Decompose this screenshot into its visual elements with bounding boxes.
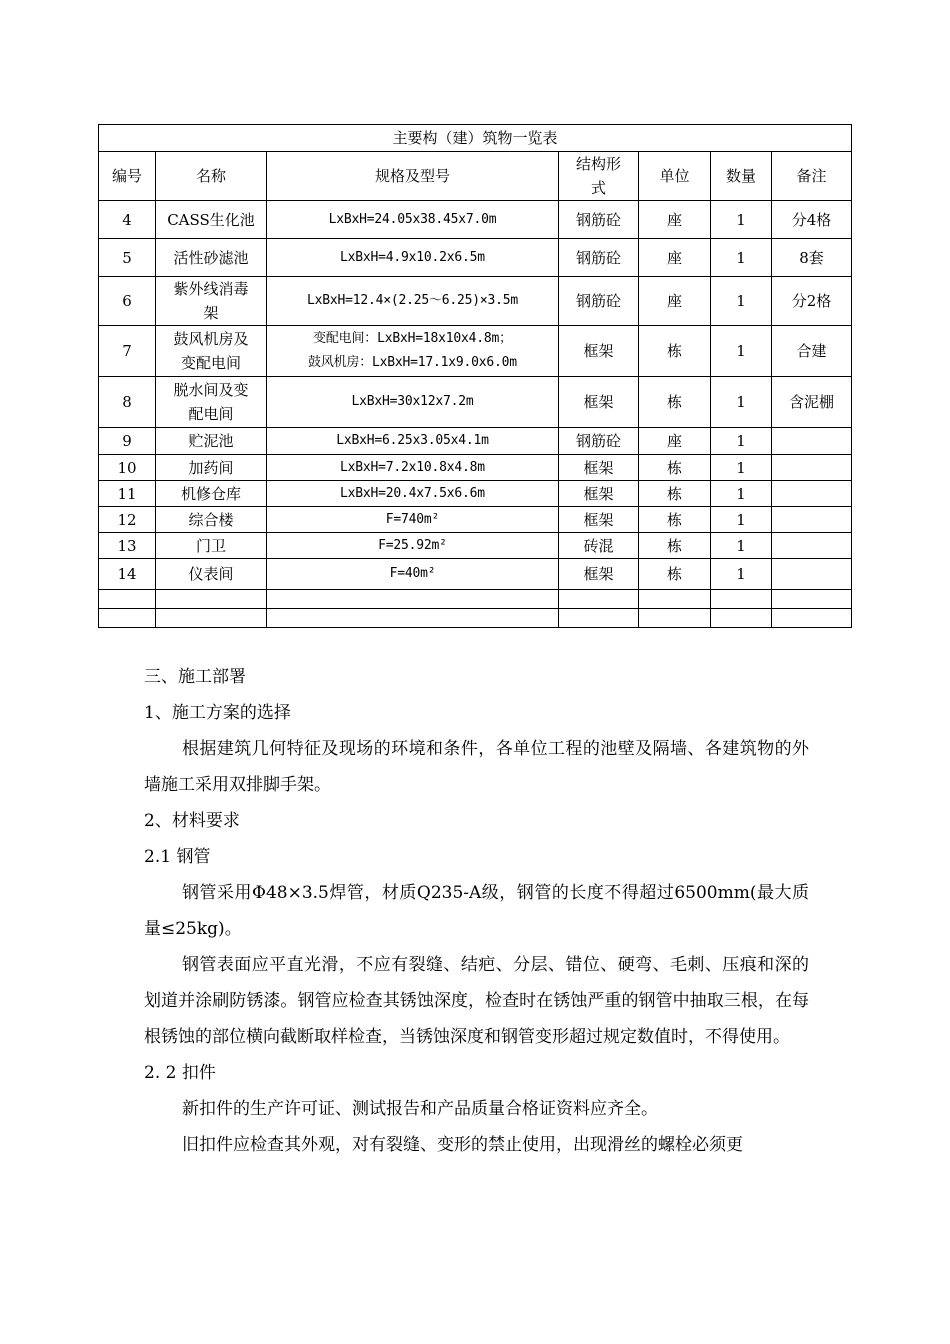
cell-unit: 栋: [639, 559, 711, 590]
cell-remark: 合建: [772, 326, 852, 377]
cell-structure: 框架: [559, 455, 639, 481]
cell-unit: 座: [639, 277, 711, 326]
cell-name: 脱水间及变 配电间: [156, 377, 267, 428]
cell-structure: 框架: [559, 507, 639, 533]
subheading-2-1: 2.1 钢管: [144, 847, 211, 867]
header-name: 名称: [156, 152, 267, 201]
cell-no: 10: [99, 455, 156, 481]
cell-qty: 1: [711, 326, 772, 377]
cell-qty: [711, 590, 772, 609]
cell-unit: 栋: [639, 377, 711, 428]
cell-name: CASS生化池: [156, 201, 267, 239]
cell-qty: [711, 609, 772, 628]
cell-no: 14: [99, 559, 156, 590]
table-row: [99, 533, 852, 559]
header-remark: 备注: [772, 152, 852, 201]
cell-qty: 1: [711, 507, 772, 533]
cell-spec: LxBxH=4.9x10.2x6.5m: [267, 239, 559, 277]
table-row: [99, 326, 852, 377]
table-row: [99, 201, 852, 239]
cell-unit: [639, 590, 711, 609]
cell-unit: 座: [639, 428, 711, 455]
table-row: [99, 507, 852, 533]
cell-remark: [772, 559, 852, 590]
table-row: [99, 377, 852, 428]
cell-name: 加药间: [156, 455, 267, 481]
cell-remark: 含泥棚: [772, 377, 852, 428]
cell-spec: LxBxH=24.05x38.45x7.0m: [267, 201, 559, 239]
table-row: [99, 277, 852, 326]
cell-no: [99, 609, 156, 628]
cell-structure: 框架: [559, 559, 639, 590]
cell-remark: [772, 428, 852, 455]
cell-structure: 框架: [559, 481, 639, 507]
cell-no: 12: [99, 507, 156, 533]
table-row: [99, 428, 852, 455]
table-title: 主要构（建）筑物一览表: [99, 125, 852, 152]
cell-qty: 1: [711, 428, 772, 455]
cell-remark: [772, 533, 852, 559]
cell-name: 活性砂滤池: [156, 239, 267, 277]
cell-spec: F=40m²: [267, 559, 559, 590]
cell-no: 7: [99, 326, 156, 377]
cell-remark: 分2格: [772, 277, 852, 326]
cell-unit: 栋: [639, 533, 711, 559]
cell-remark: 分4格: [772, 201, 852, 239]
table-row: [99, 559, 852, 590]
cell-name: [156, 590, 267, 609]
cell-no: 13: [99, 533, 156, 559]
paragraph-2-1b: 钢管表面应平直光滑，不应有裂缝、结疤、分层、错位、硬弯、毛刺、压痕和深的划道并涂刷防锈漆。钢管应检查其锈蚀深度，检查时在锈蚀严重的钢管中抽取三根，在每根锈蚀的部位横向截断取样检查，当锈蚀深度和钢管变形超过规定数值时，不得使用。: [144, 955, 809, 1047]
paragraph-2-2b: 旧扣件应检查其外观，对有裂缝、变形的禁止使用，出现滑丝的螺栓必须更: [182, 1135, 743, 1155]
table-header-row: [99, 152, 852, 201]
cell-spec: LxBxH=20.4x7.5x6.6m: [267, 481, 559, 507]
cell-name: 门卫: [156, 533, 267, 559]
cell-name: 机修仓库: [156, 481, 267, 507]
table-row: [99, 609, 852, 628]
cell-name: [156, 609, 267, 628]
header-no: 编号: [99, 152, 156, 201]
cell-qty: 1: [711, 201, 772, 239]
cell-spec: [267, 590, 559, 609]
cell-no: 8: [99, 377, 156, 428]
cell-structure: 框架: [559, 377, 639, 428]
cell-no: 9: [99, 428, 156, 455]
cell-no: 11: [99, 481, 156, 507]
structures-table: [98, 124, 852, 628]
cell-qty: 1: [711, 481, 772, 507]
header-spec: 规格及型号: [267, 152, 559, 201]
table-row: [99, 481, 852, 507]
cell-no: 5: [99, 239, 156, 277]
cell-qty: 1: [711, 239, 772, 277]
cell-remark: [772, 481, 852, 507]
cell-structure: 砖混: [559, 533, 639, 559]
header-structure: 结构形 式: [559, 152, 639, 201]
cell-name: 鼓风机房及 变配电间: [156, 326, 267, 377]
subheading-2-2: 2. 2 扣件: [144, 1063, 216, 1083]
cell-remark: [772, 609, 852, 628]
subheading-1: 1、施工方案的选择: [144, 703, 291, 723]
cell-remark: [772, 455, 852, 481]
cell-structure: [559, 590, 639, 609]
cell-name: 紫外线消毒 架: [156, 277, 267, 326]
paragraph-2-1a: 钢管采用Φ48×3.5焊管，材质Q235-A级，钢管的长度不得超过6500mm(最大质量≤25kg)。: [144, 883, 809, 939]
cell-unit: [639, 609, 711, 628]
cell-no: [99, 590, 156, 609]
cell-remark: [772, 507, 852, 533]
cell-unit: 栋: [639, 455, 711, 481]
body-text: [144, 659, 809, 1163]
section-heading: 三、施工部署: [144, 667, 246, 687]
cell-spec: LxBxH=6.25x3.05x4.1m: [267, 428, 559, 455]
cell-remark: 8套: [772, 239, 852, 277]
cell-unit: 座: [639, 201, 711, 239]
cell-structure: 框架: [559, 326, 639, 377]
cell-no: 6: [99, 277, 156, 326]
cell-unit: 栋: [639, 507, 711, 533]
cell-unit: 栋: [639, 326, 711, 377]
cell-name: 贮泥池: [156, 428, 267, 455]
cell-spec: 变配电间：LxBxH=18x10x4.8m； 鼓风机房：LxBxH=17.1x9.0x6.0m: [267, 326, 559, 377]
cell-qty: 1: [711, 377, 772, 428]
header-unit: 单位: [639, 152, 711, 201]
table-row: [99, 590, 852, 609]
table-title-row: [99, 125, 852, 152]
cell-spec: F=25.92m²: [267, 533, 559, 559]
table-row: [99, 455, 852, 481]
subheading-2: 2、材料要求: [144, 811, 240, 831]
cell-unit: 栋: [639, 481, 711, 507]
cell-spec: LxBxH=12.4×(2.25～6.25)×3.5m: [267, 277, 559, 326]
cell-structure: 钢筋砼: [559, 201, 639, 239]
cell-spec: F=740m²: [267, 507, 559, 533]
cell-qty: 1: [711, 277, 772, 326]
cell-spec: LxBxH=7.2x10.8x4.8m: [267, 455, 559, 481]
cell-structure: 钢筋砼: [559, 428, 639, 455]
cell-name: 仪表间: [156, 559, 267, 590]
cell-structure: 钢筋砼: [559, 277, 639, 326]
cell-unit: 座: [639, 239, 711, 277]
cell-no: 4: [99, 201, 156, 239]
cell-spec: [267, 609, 559, 628]
paragraph-2-2a: 新扣件的生产许可证、测试报告和产品质量合格证资料应齐全。: [182, 1099, 658, 1119]
cell-qty: 1: [711, 455, 772, 481]
cell-qty: 1: [711, 559, 772, 590]
cell-spec: LxBxH=30x12x7.2m: [267, 377, 559, 428]
cell-qty: 1: [711, 533, 772, 559]
table-row: [99, 239, 852, 277]
cell-name: 综合楼: [156, 507, 267, 533]
cell-structure: 钢筋砼: [559, 239, 639, 277]
cell-structure: [559, 609, 639, 628]
paragraph-1: 根据建筑几何特征及现场的环境和条件，各单位工程的池壁及隔墙、各建筑物的外墙施工采用双排脚手架。: [144, 739, 809, 795]
cell-remark: [772, 590, 852, 609]
header-qty: 数量: [711, 152, 772, 201]
